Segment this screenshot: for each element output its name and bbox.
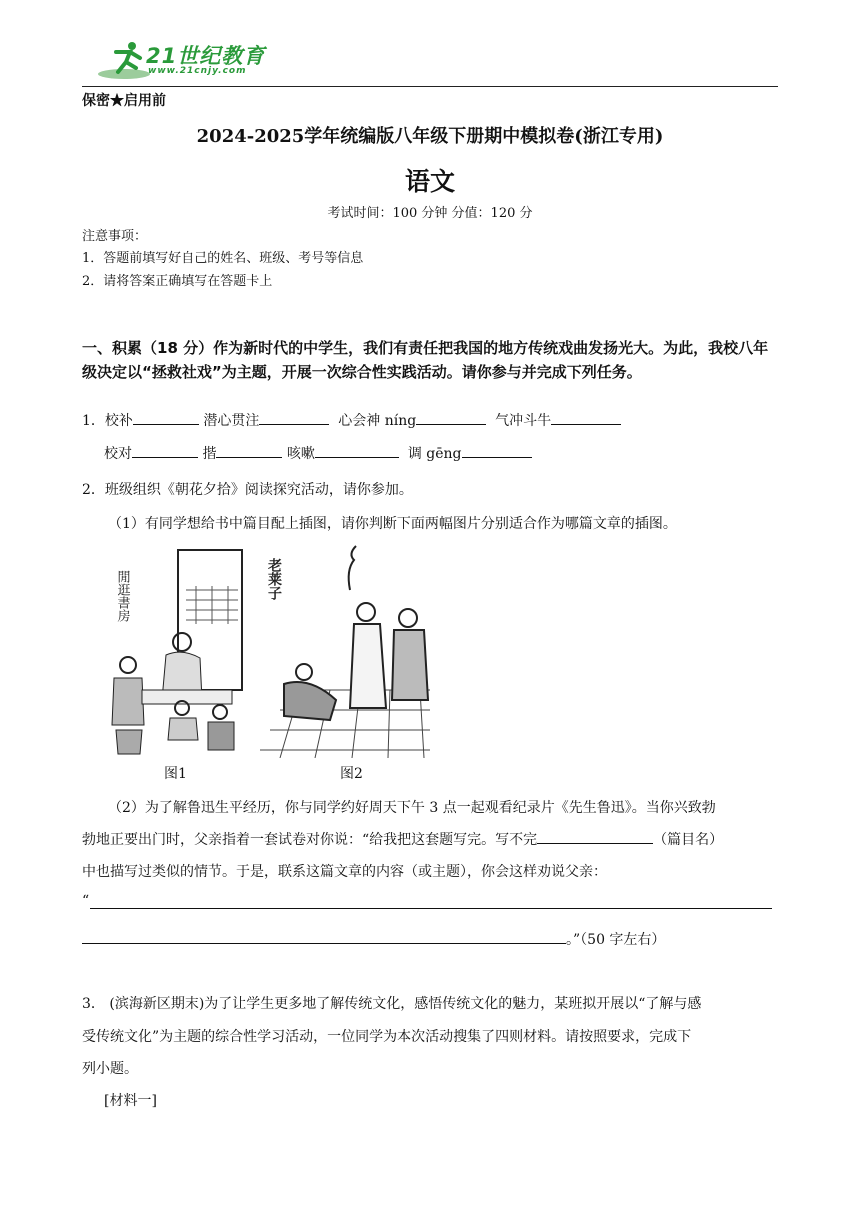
q1-item: 揩 <box>202 446 217 462</box>
q2-sub2-text: （篇目名） <box>653 832 724 848</box>
q2-sub1: （1）有同学想给书中篇目配上插图，请你判断下面两幅图片分别适合作为哪篇文章的插图。 <box>108 516 677 532</box>
q1-item: 咳嗽 <box>286 446 315 462</box>
figure-2-image <box>260 540 432 758</box>
q3-line1: 3． (滨海新区期末)为了让学生更多地了解传统文化，感悟传统文化的魅力，某班拟开展以“了解与感 <box>82 996 702 1012</box>
q1-item: 校对 <box>104 446 132 462</box>
q2-sub2-line1: （2）为了解鲁迅生平经历，你与同学约好周天下午 3 点一起观看纪录片《先生鲁迅》。当你兴致勃 <box>108 800 716 816</box>
quote-close: 。”（50 字左右） <box>566 932 666 948</box>
page-title: 2024-2025学年统编版八年级下册期中模拟卷(浙江专用) <box>196 126 664 147</box>
q1-row2 <box>104 443 532 463</box>
answer-blank[interactable] <box>133 410 199 425</box>
q3-line3: 列小题。 <box>82 1061 138 1077</box>
q2-sub2-line3: 中也描写过类似的情节。于是，联系这篇文章的内容（或主题），你会这样劝说父亲： <box>82 864 607 880</box>
q1-item: 1．校补 <box>82 413 133 429</box>
section-heading: 一、积累（18 分）作为新时代的中学生，我们有责任把我国的地方传统戏曲发扬光大。为此，我校八年级决定以“拯救社戏”为主题，开展一次综合性实践活动。请你参与并完成下列任务。 <box>82 339 769 381</box>
q2-intro: 2．班级组织《朝花夕拾》阅读探究活动，请你参加。 <box>82 482 413 498</box>
exam-meta: 考试时间：100 分钟 分值：120 分 <box>327 206 533 221</box>
answer-line[interactable] <box>90 908 772 909</box>
q1-item: 调 gēng <box>407 446 462 462</box>
material-label: [材料一] <box>104 1093 157 1109</box>
answer-line[interactable] <box>82 943 566 944</box>
figure-2-inscription: 老莱子 <box>266 558 282 600</box>
answer-blank[interactable] <box>315 443 399 458</box>
q1-item: 气冲斗牛 <box>495 413 552 429</box>
q1-item: 心会神 níng <box>338 413 417 429</box>
note-item: 2．请将答案正确填写在答题卡上 <box>82 274 273 289</box>
answer-blank[interactable] <box>416 410 486 425</box>
subject-title: 语文 <box>404 167 455 196</box>
answer-blank[interactable] <box>551 410 621 425</box>
header-rule <box>82 86 778 87</box>
logo-text: 21世纪教育 <box>146 44 266 68</box>
figure-1-inscription: 閒逛書房 <box>114 570 130 622</box>
figure-1-caption: 图1 <box>164 766 187 782</box>
secret-label: 保密★启用前 <box>82 93 166 109</box>
logo-url: www.21cnjy.com <box>148 66 247 76</box>
q3-line2: 受传统文化”为主题的综合性学习活动，一位同学为本次活动搜集了四则材料。请按照要求，完成下 <box>82 1029 692 1045</box>
answer-blank[interactable] <box>259 410 329 425</box>
answer-blank[interactable] <box>462 443 532 458</box>
q1-row1 <box>82 410 621 430</box>
answer-blank[interactable] <box>216 443 282 458</box>
answer-blank[interactable] <box>132 443 198 458</box>
answer-blank[interactable] <box>537 829 653 844</box>
figure-1-image <box>102 540 244 758</box>
q2-sub2-line2 <box>82 829 723 849</box>
note-item: 1．答题前填写好自己的姓名、班级、考号等信息 <box>82 251 364 266</box>
quote-open: “ <box>82 893 90 909</box>
q2-sub2-text: 勃地正要出门时，父亲指着一套试卷对你说：“给我把这套题写完。写不完 <box>82 832 538 848</box>
notes-heading: 注意事项： <box>82 229 148 244</box>
figure-2-caption: 图2 <box>340 766 363 782</box>
q1-item: 潜心贯注 <box>203 413 260 429</box>
